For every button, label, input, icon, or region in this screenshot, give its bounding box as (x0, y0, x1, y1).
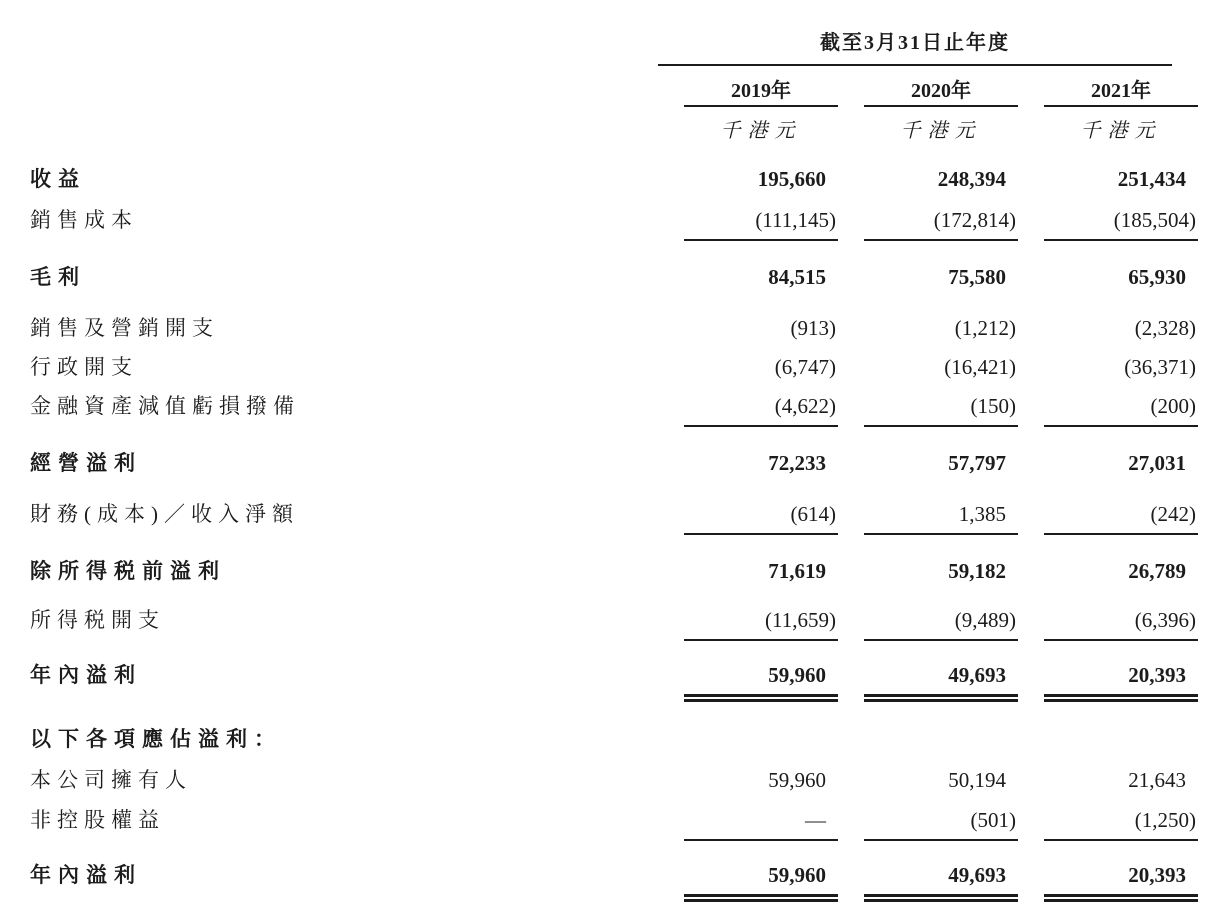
value-cell: 21,643 (1128, 768, 1186, 792)
value-cell: (6,747) (774, 355, 836, 379)
value-cell: — (684, 806, 838, 841)
year-2019-header: 2019年 (684, 78, 838, 107)
table-row-impairment-provision (30, 392, 1206, 427)
value-cell: (9,489) (864, 606, 1018, 641)
value-cell: 50,194 (948, 768, 1006, 792)
row-label: 銷售及營銷開支 (30, 316, 219, 340)
value-cell: (200) (1044, 392, 1198, 427)
value-cell: 49,693 (864, 661, 1018, 702)
value-cell: (185,504) (1044, 206, 1198, 241)
value-cell: 20,393 (1044, 861, 1198, 902)
row-label: 財務(成本)／收入淨額 (30, 502, 299, 526)
value-cell: 195,660 (757, 167, 826, 191)
value-cell: 72,233 (768, 451, 826, 475)
value-cell: 84,515 (768, 265, 826, 289)
table-row-profit-for-year-total (30, 861, 1206, 902)
value-cell: (172,814) (864, 206, 1018, 241)
table-row-non-controlling-interests (30, 806, 1206, 841)
value-cell: 59,960 (768, 768, 826, 792)
year-2021-header: 2021年 (1044, 78, 1198, 107)
row-label: 收益 (30, 168, 86, 191)
year-header-row (30, 78, 1206, 107)
value-cell: (1,212) (954, 316, 1016, 340)
value-cell: (1,250) (1044, 806, 1198, 841)
year-2020-header: 2020年 (864, 78, 1018, 107)
value-cell: (150) (864, 392, 1018, 427)
table-row-profit-for-year (30, 661, 1206, 702)
period-header: 截至3月31日止年度 (820, 32, 1010, 54)
value-cell: (913) (790, 316, 836, 340)
row-label: 銷售成本 (30, 208, 138, 232)
value-cell: (501) (864, 806, 1018, 841)
row-label: 本公司擁有人 (30, 768, 192, 792)
table-row-attributable-heading (30, 726, 1206, 754)
value-cell: 26,789 (1128, 559, 1186, 583)
value-cell: 59,182 (948, 559, 1006, 583)
value-cell: 57,797 (948, 451, 1006, 475)
unit-label: 千港元 (900, 120, 982, 142)
value-cell: (242) (1044, 500, 1198, 535)
header-rule (658, 64, 1172, 66)
table-row-owners-of-company (30, 766, 1206, 794)
value-cell: (111,145) (684, 206, 838, 241)
row-label: 非控股權益 (30, 808, 165, 832)
value-cell: 75,580 (948, 265, 1006, 289)
row-label: 金融資產減值虧損撥備 (30, 394, 300, 418)
row-label: 行政開支 (30, 355, 138, 379)
value-cell: 71,619 (768, 559, 826, 583)
unit-label: 千港元 (1080, 120, 1162, 142)
row-label: 年內溢利 (30, 864, 142, 887)
value-cell: 251,434 (1117, 167, 1186, 191)
table-row-selling-marketing-expenses (30, 314, 1206, 342)
value-cell: 65,930 (1128, 265, 1186, 289)
value-cell: 27,031 (1128, 451, 1186, 475)
table-row-gross-profit (30, 263, 1206, 292)
value-cell: (2,328) (1134, 316, 1196, 340)
value-cell: (16,421) (944, 355, 1016, 379)
value-cell: (614) (684, 500, 838, 535)
row-label: 經營溢利 (30, 452, 142, 475)
value-cell: (11,659) (684, 606, 838, 641)
value-cell: (6,396) (1044, 606, 1198, 641)
row-label: 以下各項應佔溢利： (30, 728, 282, 751)
row-label: 毛利 (30, 266, 86, 289)
table-row-cost-of-sales (30, 206, 1206, 241)
row-label: 除所得税前溢利 (30, 560, 226, 583)
value-cell: 59,960 (684, 861, 838, 902)
value-cell: 248,394 (937, 167, 1006, 191)
value-cell: 1,385 (864, 500, 1018, 535)
value-cell: (4,622) (684, 392, 838, 427)
table-row-revenue (30, 165, 1206, 194)
row-label: 所得税開支 (30, 608, 165, 632)
table-row-profit-before-tax (30, 557, 1206, 586)
table-row-operating-profit (30, 449, 1206, 478)
unit-label: 千港元 (720, 120, 802, 142)
table-row-finance-net (30, 500, 1206, 535)
value-cell: (36,371) (1124, 355, 1196, 379)
value-cell: 20,393 (1044, 661, 1198, 702)
value-cell: 59,960 (684, 661, 838, 702)
table-row-administrative-expenses (30, 353, 1206, 381)
row-label: 年內溢利 (30, 664, 142, 687)
table-row-income-tax-expense (30, 606, 1206, 641)
unit-header-row (30, 117, 1206, 145)
value-cell: 49,693 (864, 861, 1018, 902)
